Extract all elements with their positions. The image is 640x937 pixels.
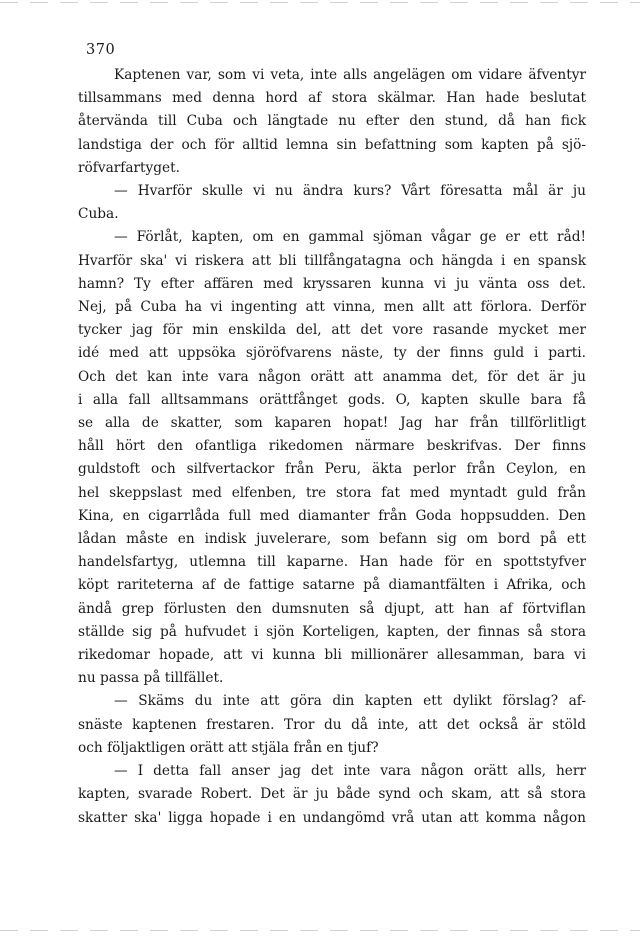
page-number: 370 [86, 42, 116, 58]
text-line: nu passa på tillfället. [78, 670, 224, 687]
text-line: köpt rariteterna af de fattige satarne på diamantfälten i Afrika, och [78, 577, 586, 594]
text-line: hamn? Ty efter affären med kryssaren kunna vi ju vänta oss det. [78, 275, 586, 292]
text-line: Nej, på Cuba ha vi ingenting att vinna, men allt att förlora. Derför [78, 299, 586, 316]
text-line: landstiga der och för alltid lemna sin befattning som kapten på sjö- [78, 136, 586, 153]
text-line: — Förlåt, kapten, om en gammal sjöman vågar ge er ett råd! [114, 229, 586, 246]
text-line: hel skeppslast med elfenben, tre stora fat med myntadt guld från [78, 484, 586, 501]
text-line: kapten, svarade Robert. Det är ju både synd och skam, att så stora [78, 786, 586, 803]
text-line: Cuba. [78, 206, 119, 223]
text-line: Kaptenen var, som vi veta, inte alls angelägen om vidare äfventyr [114, 67, 586, 83]
text-line: handelsfartyg, utlemna till kaparne. Han hade för en spottstyfver [78, 554, 586, 571]
scan-edge-line-bottom [0, 930, 640, 931]
text-line: snäste kaptenen frestaren. Tror du då inte, att det också är stöld [78, 716, 586, 733]
text-line: och följaktligen orätt att stjäla från en tjuf? [78, 739, 379, 756]
text-line: guldstoft och silfvertackor från Peru, äkta perlor från Ceylon, en [78, 461, 586, 478]
text-line: idé med att uppsöka sjöröfvarens näste, ty der finns guld i parti. [78, 345, 586, 362]
text-line: återvända till Cuba och längtade nu efter den stund, då han fick [78, 113, 586, 130]
text-line: i alla fall alltsammans orättfånget gods. O, kapten skulle bara få [78, 391, 586, 408]
text-line: rikedomar hopade, att vi kunna bli millionärer allesamman, bara vi [78, 647, 586, 664]
text-line: tillsammans med denna hord af stora skälmar. Han hade beslutat [78, 90, 586, 107]
text-line: röfvarfartyget. [78, 159, 181, 176]
text-line: se alla de skatter, som kaparen hopat! Jag har från tillförlitligt [78, 415, 586, 432]
text-line: tycker jag för min enskilda del, att det vore rasande mycket mer [78, 322, 586, 339]
text-line: — Hvarför skulle vi nu ändra kurs? Vårt föresatta mål är ju [114, 183, 586, 200]
body-text [78, 64, 586, 830]
text-line: ställde sig på hufvudet i sjön Korteligen, kapten, der finnas så stora [78, 623, 586, 640]
text-line: ändå grep förlusten den dumsnuten så djupt, att han af förtviflan [78, 600, 586, 617]
text-line: Kina, en cigarrlåda full med diamanter från Goda hoppsudden. Den [78, 507, 586, 524]
text-line: skatter ska' ligga hopade i en undangömd vrå utan att komma någon [78, 809, 586, 826]
text-line: Hvarför ska' vi riskera att bli tillfångatagna och hängda i en spansk [78, 252, 586, 269]
text-line: lådan måste en indisk juvelerare, som befann sig om bord på ett [78, 531, 586, 548]
text-line: håll hört den ofantliga rikedomen närmare beskrifvas. Der finns [78, 438, 586, 455]
text-line: — I detta fall anser jag det inte vara någon orätt alls, herr [114, 763, 586, 780]
text-line: — Skäms du inte att göra din kapten ett dylikt förslag? af- [114, 693, 586, 710]
text-line: Och det kan inte vara någon orätt att anamma det, för det är ju [78, 368, 586, 385]
scan-edge-line-top [0, 2, 640, 3]
